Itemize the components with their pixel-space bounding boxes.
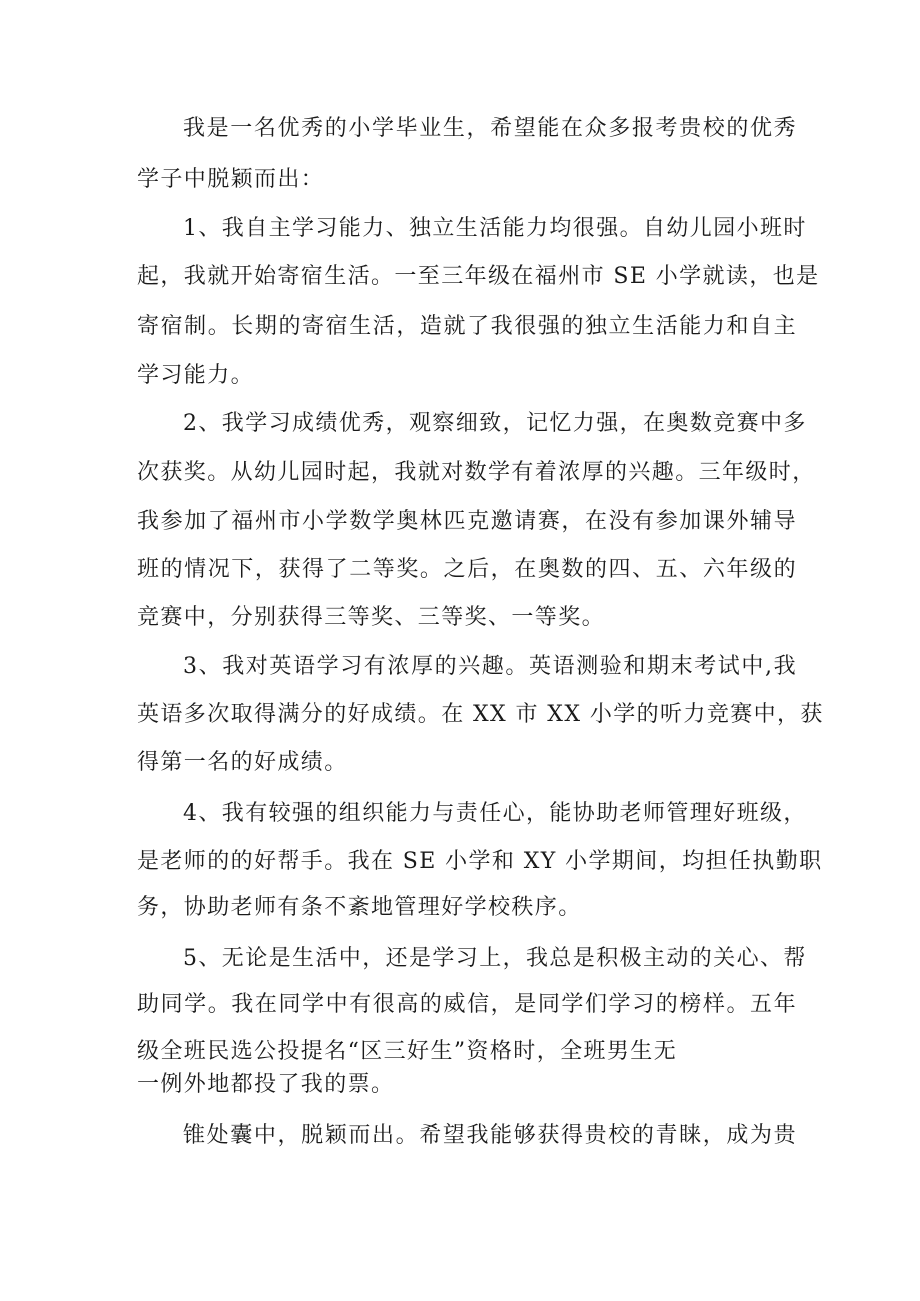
text-line: 学子中脱颖而出：: [137, 167, 325, 192]
text-line: 是老师的的好帮手。我在 SE 小学和 XY 小学期间，均担任执勤职: [137, 849, 823, 874]
text-line: 3、我对英语学习有浓厚的兴趣。英语测验和期末考试中,我: [183, 654, 797, 679]
text-line: 班的情况下，获得了二等奖。之后，在奥数的四、五、六年级的: [137, 557, 797, 582]
text-line: 务，协助老师有条不紊地管理好学校秩序。: [137, 895, 582, 920]
text-line: 2、我学习成绩优秀，观察细致，记忆力强，在奥数竞赛中多: [183, 411, 807, 436]
text-line: 一例外地都投了我的票。: [137, 1072, 395, 1097]
text-line: 英语多次取得满分的好成绩。在 XX 市 XX 小学的听力竞赛中，获: [137, 702, 824, 727]
text-line: 5、无论是生活中，还是学习上，我总是积极主动的关心、帮: [183, 946, 807, 971]
text-line: 学习能力。: [137, 363, 255, 388]
text-line: 次获奖。从幼儿园时起，我就对数学有着浓厚的兴趣。三年级时，: [137, 460, 816, 485]
text-line: 助同学。我在同学中有很高的威信，是同学们学习的榜样。五年: [137, 992, 797, 1017]
text-line: 级全班民选公投提名“区三好生”资格时，全班男生无: [137, 1039, 678, 1064]
text-line: 竞赛中，分别获得三等奖、三等奖、一等奖。: [137, 605, 606, 630]
text-line: 我参加了福州市小学数学奥林匹克邀请赛，在没有参加课外辅导: [137, 509, 797, 534]
text-line: 寄宿制。长期的寄宿生活，造就了我很强的独立生活能力和自主: [137, 314, 797, 339]
text-line: 4、我有较强的组织能力与责任心，能协助老师管理好班级，: [183, 801, 807, 826]
text-line: 锥处囊中，脱颖而出。希望我能够获得贵校的青睐，成为贵: [183, 1123, 797, 1148]
text-line: 1、我自主学习能力、独立生活能力均很强。自幼儿园小班时: [183, 216, 807, 241]
text-line: 我是一名优秀的小学毕业生，希望能在众多报考贵校的优秀: [183, 116, 797, 141]
text-line: 起，我就开始寄宿生活。一至三年级在福州市 SE 小学就读，也是: [137, 264, 820, 289]
text-line: 得第一名的好成绩。: [137, 750, 348, 775]
